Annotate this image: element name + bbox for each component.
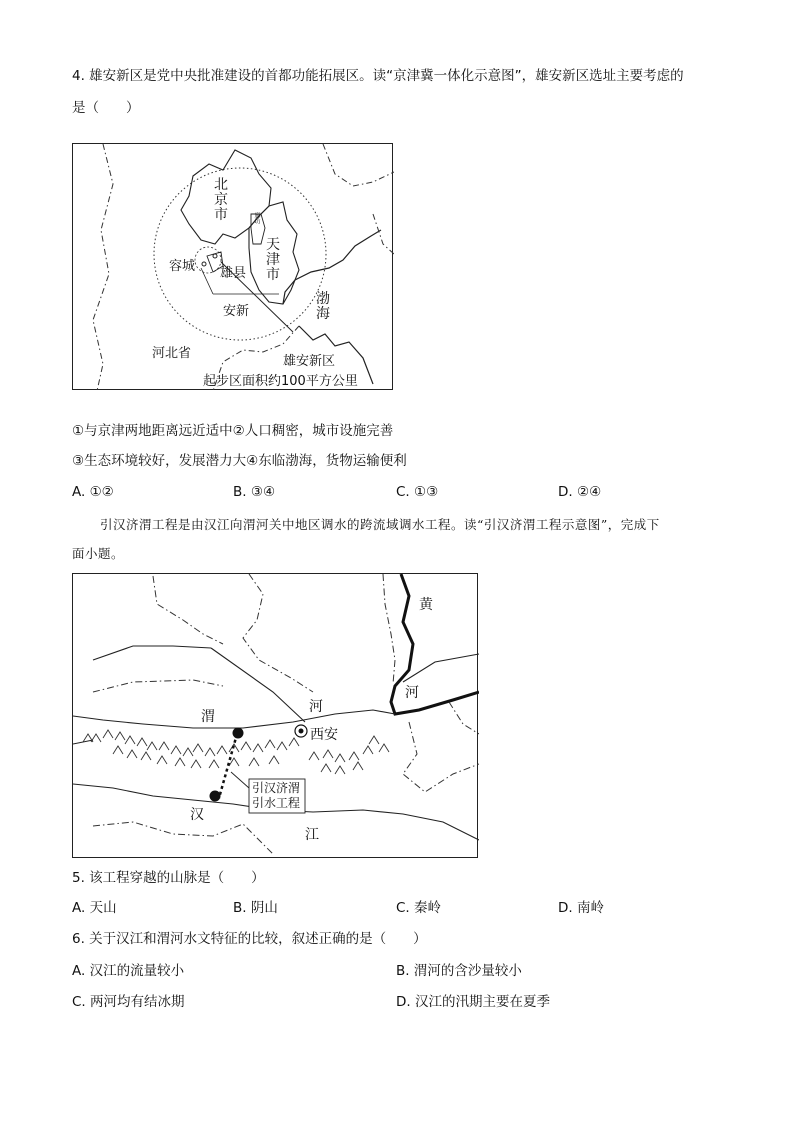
map1-label-beijing: 北 京 市 [214,177,228,223]
yinhanjiwei-map [72,573,478,858]
q6-option-c[interactable]: C. 两河均有结冰期 [72,994,185,1010]
map1-label-rongcheng: 容城 [169,259,196,274]
q4-statement1: ①与京津两地距离远近适中②人口稠密，城市设施完善 [72,423,394,439]
map1-label-tianjin: 天 津 市 [266,237,280,283]
q5-option-d[interactable]: D. 南岭 [558,900,604,916]
map2-label-wei: 渭 [201,709,215,725]
intro-line2: 面小题。 [72,546,125,561]
map1-label-hebei: 河北省 [152,346,192,361]
map2-label-huang: 黄 [419,597,433,613]
jingjinji-map [72,143,393,390]
q4-option-c[interactable]: C. ①③ [396,484,439,500]
q5-option-a[interactable]: A. 天山 [72,900,117,916]
map2-label-xian: 西安 [310,727,338,743]
q6-option-d[interactable]: D. 汉江的汛期主要在夏季 [396,994,550,1010]
map2-project-label-line2: 引水工程 [252,796,301,810]
q6-option-a[interactable]: A. 汉江的流量较小 [72,963,185,979]
q5-option-c[interactable]: C. 秦岭 [396,900,442,916]
q4-option-b[interactable]: B. ③④ [233,484,276,500]
q5-stem: 5. 该工程穿越的山脉是（ ） [72,870,265,886]
map2-label-jiang: 江 [305,827,319,843]
map1-label-small-district: 廊坊 [253,212,260,224]
map1-label-xiongan: 雄安新区 [283,354,336,369]
q4-statement2: ③生态环境较好，发展潜力大④东临渤海，货物运输便利 [72,453,407,469]
map2-label-han: 汉 [190,807,204,823]
map1-label-bohai: 渤 海 [316,291,330,322]
map2-label-he-right: 河 [405,685,419,701]
yinhanjiwei-map-graphic [73,574,479,859]
intro-line1: 引汉济渭工程是由汉江向渭河关中地区调水的跨流域调水工程。读“引汉济渭工程示意图”，完成下 [100,517,660,532]
q4-option-a[interactable]: A. ①② [72,484,114,500]
map1-label-xiongxian: 雄县 [220,266,247,281]
map2-project-label-line1: 引汉济渭 [252,781,301,795]
q5-option-b[interactable]: B. 阴山 [233,900,278,916]
q4-stem-line2: 是（ ） [72,100,140,116]
q6-option-b[interactable]: B. 渭河的含沙量较小 [396,963,522,979]
map1-label-anxin: 安新 [223,304,250,319]
q4-stem-line1: 4. 雄安新区是党中央批准建设的首都功能拓展区。读“京津冀一体化示意图”，雄安新区选址主要考虑的 [72,68,684,84]
map2-label-he-mid: 河 [309,699,323,715]
map1-label-area-note: 起步区面积约100平方公里 [203,374,358,389]
q6-stem: 6. 关于汉江和渭河水文特征的比较，叙述正确的是（ ） [72,931,427,947]
q4-option-d[interactable]: D. ②④ [558,484,602,500]
